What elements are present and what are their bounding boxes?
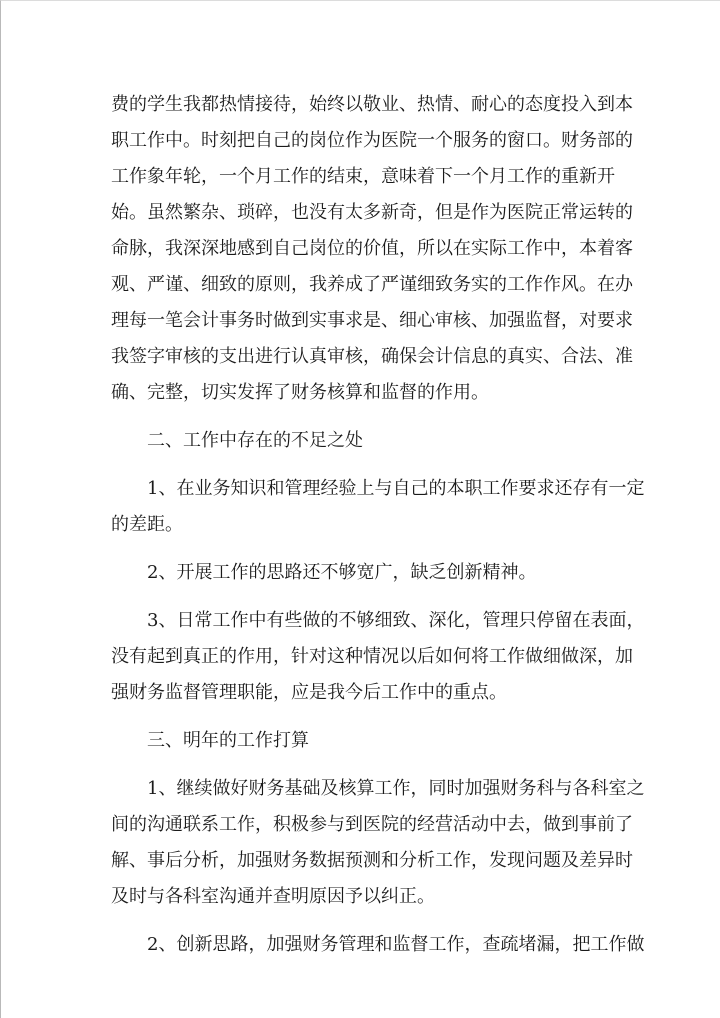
section-heading-shortcomings <box>111 423 611 459</box>
text-line: 理每一笔会计事务时做到实事求是、细心审核、加强监督，对要求 <box>111 310 633 331</box>
paragraph-plan-1 <box>111 771 645 915</box>
text-line: 解、事后分析，加强财务数据预测和分析工作，发现问题及差异时 <box>111 850 633 871</box>
paragraph-shortcoming-1 <box>111 471 645 543</box>
text-line: 我签字审核的支出进行认真审核，确保会计信息的真实、合法、准 <box>111 346 633 367</box>
text-line: 3、日常工作中有些做的不够细致、深化，管理只停留在表面， <box>147 610 645 631</box>
paragraph-work-attitude <box>111 87 633 411</box>
paragraph-plan-2 <box>111 927 645 963</box>
document-body <box>111 87 645 963</box>
text-line: 确、完整，切实发挥了财务核算和监督的作用。 <box>111 382 489 403</box>
text-line: 1、继续做好财务基础及核算工作，同时加强财务科与各科室之 <box>147 778 645 799</box>
text-line: 及时与各科室沟通并查明原因予以纠正。 <box>111 886 435 907</box>
heading-line: 二、工作中存在的不足之处 <box>147 430 363 451</box>
paragraph-shortcoming-2 <box>111 555 611 591</box>
text-line: 命脉，我深深地感到自己岗位的价值，所以在实际工作中，本着客 <box>111 238 633 259</box>
text-line: 费的学生我都热情接待，始终以敬业、热情、耐心的态度投入到本 <box>111 94 633 115</box>
text-line: 的差距。 <box>111 514 183 535</box>
text-line: 强财务监督管理职能，应是我今后工作中的重点。 <box>111 682 507 703</box>
paragraph-shortcoming-3 <box>111 603 645 711</box>
text-line: 没有起到真正的作用，针对这种情况以后如何将工作做细做深，加 <box>111 646 633 667</box>
text-line: 1、在业务知识和管理经验上与自己的本职工作要求还存有一定 <box>147 478 645 499</box>
text-line: 职工作中。时刻把自己的岗位作为医院一个服务的窗口。财务部的 <box>111 130 633 151</box>
heading-line: 三、明年的工作打算 <box>147 730 309 751</box>
section-heading-next-year-plan <box>111 723 611 759</box>
text-line: 2、创新思路，加强财务管理和监督工作，查疏堵漏，把工作做 <box>147 934 645 955</box>
text-line: 工作象年轮，一个月工作的结束，意味着下一个月工作的重新开 <box>111 166 615 187</box>
text-line: 2、开展工作的思路还不够宽广，缺乏创新精神。 <box>147 562 537 583</box>
text-line: 观、严谨、细致的原则，我养成了严谨细致务实的工作作风。在办 <box>111 274 633 295</box>
text-line: 间的沟通联系工作，积极参与到医院的经营活动中去，做到事前了 <box>111 814 633 835</box>
text-line: 始。虽然繁杂、琐碎，也没有太多新奇，但是作为医院正常运转的 <box>111 202 633 223</box>
